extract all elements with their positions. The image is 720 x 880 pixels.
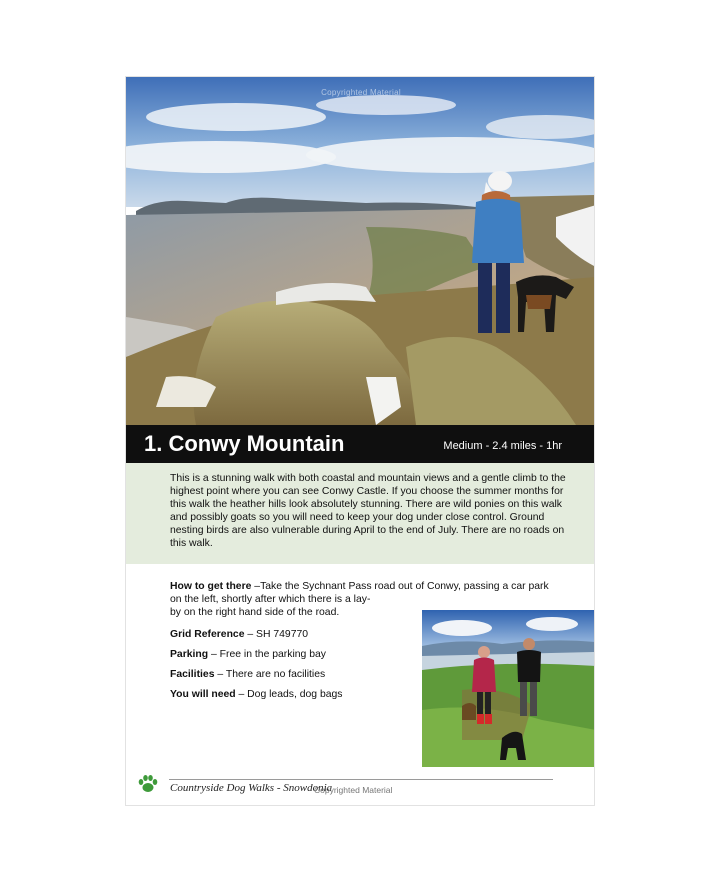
need-text: – Dog leads, dog bags — [235, 689, 343, 700]
book-page — [125, 76, 595, 806]
need-label: You will need — [170, 689, 236, 700]
parking-label: Parking — [170, 649, 209, 660]
you-will-need — [170, 688, 343, 701]
footer-watermark: Copyrighted Material — [314, 785, 393, 795]
how-label: How to get there — [170, 581, 252, 592]
facilities-label: Facilities — [170, 669, 215, 680]
how-text-1: –Take the Sychnant Pass road out of Conwy, passing a car park on the left, shortly after which there is a lay- — [170, 581, 549, 605]
facilities-text: – There are no facilities — [214, 669, 326, 680]
intro-text: This is a stunning walk with both coastal and mountain views and a gentle climb to the highest point where you can see Conwy Castle. If you choose the summer months for this walk the heather hills look absolutely stunning. There are wild ponies on this walk and possibly goats so you will need to keep your dog under close control. Ground nesting birds are also vulnerable during April to the end of July. There are no roads on this walk. — [126, 463, 595, 564]
walkers-photo — [422, 610, 595, 767]
how-text-2: by on the right hand side of the road. — [170, 607, 340, 618]
parking — [170, 648, 326, 661]
grid-text: – SH 749770 — [244, 629, 309, 640]
paw-print-icon — [137, 773, 159, 795]
footer-book-title: Countryside Dog Walks - Snowdonia — [170, 782, 333, 794]
grid-reference — [170, 628, 308, 641]
conwy-mountain-photo — [126, 77, 595, 425]
footer-rule — [169, 779, 553, 780]
title-bar — [126, 425, 595, 463]
walk-title: 1. Conwy Mountain — [144, 431, 345, 456]
parking-text: – Free in the parking bay — [208, 649, 326, 660]
header-watermark: Copyrighted Material — [321, 88, 401, 97]
grid-label: Grid Reference — [170, 629, 245, 640]
walk-difficulty: Medium - 2.4 miles - 1hr — [443, 440, 562, 452]
facilities — [170, 668, 325, 681]
